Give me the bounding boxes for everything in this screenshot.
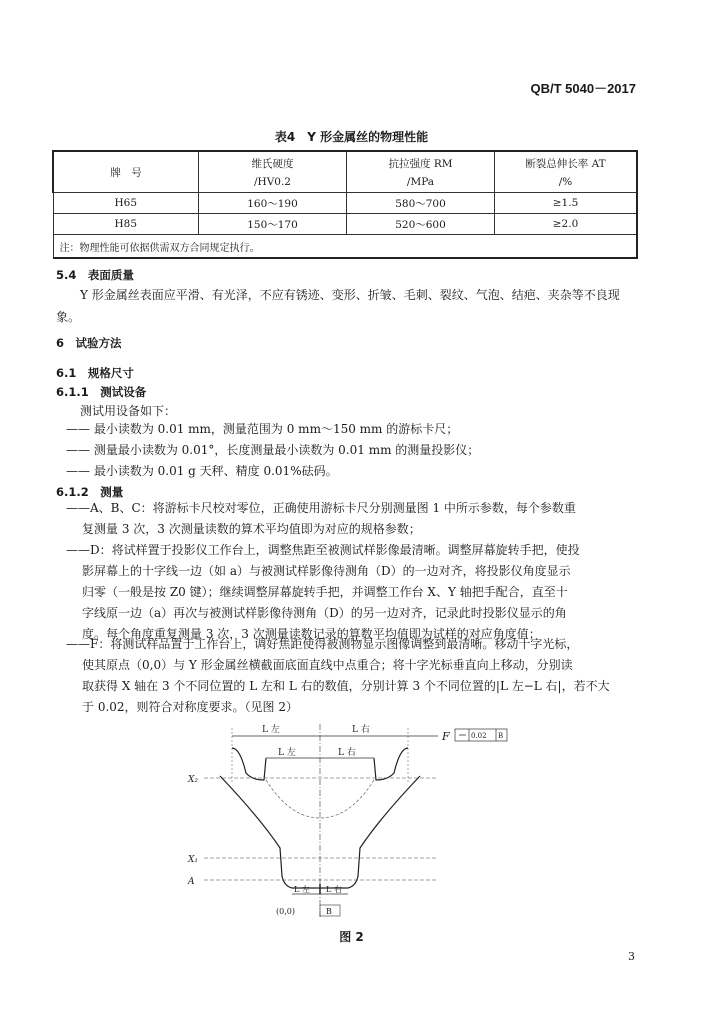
label-l-left-bot: L 左 bbox=[294, 885, 310, 894]
list-item-line: ——F：将测试样品置于工作台上，调好焦距使得被测物显示图像调整到最清晰。移动十字光标， bbox=[66, 637, 579, 651]
label-x2: X₂ bbox=[188, 775, 199, 785]
label-l-right-top: L 右 bbox=[352, 725, 370, 735]
label-origin: (0,0) bbox=[276, 907, 295, 916]
label-l-right-mid: L 右 bbox=[338, 748, 356, 758]
table-row bbox=[53, 193, 637, 214]
figure-caption: 图 2 bbox=[339, 930, 364, 944]
cell-tensile: 520～600 bbox=[347, 214, 495, 235]
profile-top-edges bbox=[232, 748, 408, 780]
list-item: —— 测量最小读数为 0.01°，长度测量最小读数为 0.01 mm 的测量投影仪； bbox=[66, 443, 480, 457]
cell-tensile: 580～700 bbox=[347, 193, 495, 214]
header-hardness: 维氏硬度 /HV0.2 bbox=[199, 151, 347, 193]
measure-item-abc bbox=[66, 498, 638, 540]
datum-ref: B bbox=[498, 732, 504, 740]
section-5-4-title: 5.4 表面质量 bbox=[56, 268, 134, 282]
page-number: 3 bbox=[628, 950, 635, 963]
measure-item-f bbox=[66, 634, 638, 718]
figure-2-diagram bbox=[180, 718, 520, 923]
cell-elongation: ≥1.5 bbox=[495, 193, 638, 214]
list-item-line: 度。每个角度重复测量 3 次，3 次测量读数记录的算数平均值即为试样的对应角度值； bbox=[82, 627, 541, 641]
list-item-line: 取获得 X 轴在 3 个不同位置的 L 左和 L 右的数值，分别计算 3 个不同位置的|L 左−L 右|，若不大 bbox=[82, 679, 610, 693]
section-6-1-title: 6.1 规格尺寸 bbox=[56, 366, 134, 380]
header-grade: 牌 号 bbox=[53, 151, 199, 193]
list-item-line: 于 0.02，则符合对称度要求。（见图 2） bbox=[82, 700, 298, 714]
list-item-line: 复测量 3 次，3 次测量读数的算术平均值即为对应的规格参数； bbox=[82, 522, 421, 536]
cell-hardness: 160～190 bbox=[199, 193, 347, 214]
label-l-left-mid: L 左 bbox=[278, 748, 296, 758]
equipment-intro: 测试用设备如下： bbox=[80, 404, 177, 418]
list-item-line: 影屏幕上的十字线一边（如 a）与被测试样影像待测角（D）的一边对齐，将投影仪角度显示 bbox=[82, 564, 571, 578]
tolerance-value: 0.02 bbox=[471, 732, 487, 740]
cell-grade: H65 bbox=[53, 193, 199, 214]
label-a: A bbox=[188, 877, 195, 887]
label-l-left-top: L 左 bbox=[262, 725, 280, 735]
header-tensile: 抗拉强度 RM /MPa bbox=[347, 151, 495, 193]
table-row bbox=[53, 214, 637, 235]
document-id: QB/T 5040－2017 bbox=[530, 81, 636, 96]
cell-grade: H85 bbox=[53, 214, 199, 235]
list-item-line: ——D：将试样置于投影仪工作台上，调整焦距至被测试样影像最清晰。调整屏幕旋转手把，使投 bbox=[66, 543, 580, 557]
list-item-line: 字线原一边（a）再次与被测试样影像待测角（D）的另一边对齐，记录此时投影仪显示的角 bbox=[82, 606, 567, 620]
table-note-row bbox=[53, 235, 637, 259]
table-title: 表4 Y 形金属丝的物理性能 bbox=[274, 130, 429, 144]
list-item-line: 归零（一般是按 Z0 键）；继续调整屏幕旋转手把，并调整工作台 X、Y 轴把手配合，直至十 bbox=[82, 585, 568, 599]
table-note: 注：物理性能可依据供需双方合同规定执行。 bbox=[53, 235, 637, 259]
physical-properties-table bbox=[52, 150, 638, 259]
section-6-1-1-title: 6.1.1 测试设备 bbox=[56, 385, 147, 399]
cell-elongation: ≥2.0 bbox=[495, 214, 638, 235]
label-l-right-bot: L 右 bbox=[326, 885, 342, 894]
header-elongation: 断裂总伸长率 AT /% bbox=[495, 151, 638, 193]
list-item: —— 最小读数为 0.01 g 天秤、精度 0.01%砝码。 bbox=[66, 464, 338, 478]
list-item-line: 使其原点（0,0）与 Y 形金属丝横截面底面直线中点重合；将十字光标垂直向上移动，分别读 bbox=[82, 658, 573, 672]
section-5-4-text: Y 形金属丝表面应平滑、有光泽，不应有锈迹、变形、折皱、毛刺、裂纹、气泡、结疤、夹杂等不良现象。 bbox=[56, 288, 620, 324]
label-x1: X₁ bbox=[188, 855, 199, 865]
section-6-1-2-title: 6.1.2 测量 bbox=[56, 485, 124, 499]
cell-hardness: 150～170 bbox=[199, 214, 347, 235]
list-item: —— 最小读数为 0.01 mm，测量范围为 0 mm～150 mm 的游标卡尺； bbox=[66, 422, 459, 436]
list-item-line: ——A、B、C：将游标卡尺校对零位，正确使用游标卡尺分别测量图 1 中所示参数，每个参数重 bbox=[66, 501, 576, 515]
table-header-row bbox=[53, 151, 637, 193]
measure-item-d bbox=[66, 540, 638, 645]
datum-b: B bbox=[326, 907, 332, 916]
section-6-title: 6 试验方法 bbox=[56, 336, 122, 350]
label-f: F bbox=[442, 730, 450, 743]
